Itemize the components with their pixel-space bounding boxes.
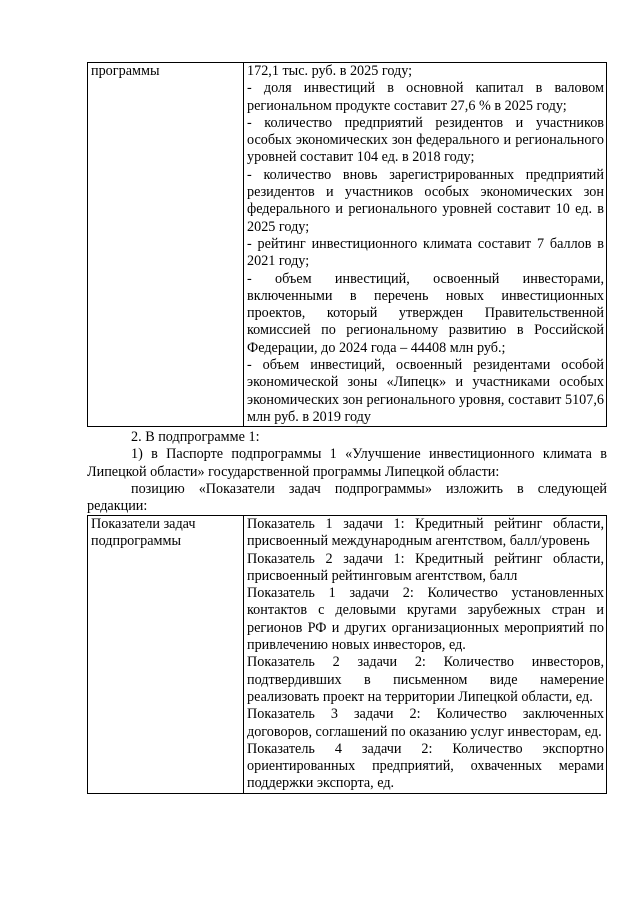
table-cell-content: [244, 516, 607, 794]
list-item: - количество предприятий резидентов и участников особых экономических зон федерального и регионального уровней составит 104 ед. в 2018 году;: [247, 114, 604, 166]
list-item: - рейтинг инвестиционного климата составит 7 баллов в 2021 году;: [247, 235, 604, 270]
task-indicators-table: [87, 515, 607, 794]
table-cell-content: [244, 63, 607, 427]
list-item: Показатель 2 задачи 2: Количество инвесторов, подтвердивших в письменном виде намерение реализовать проект на территории Липецкой области, ед.: [247, 654, 604, 705]
indicators-table-continued: [87, 62, 607, 427]
list-item: Показатель 4 задачи 2: Количество экспортно ориентированных предприятий, охваченных мерами поддержки экспорта, ед.: [247, 740, 604, 792]
paragraph: 1) в Паспорте подпрограммы 1 «Улучшение инвестиционного климата в Липецкой области» государственной программы Липецкой области:: [87, 446, 607, 480]
paragraph: позицию «Показатели задач подпрограммы» изложить в следующей редакции:: [87, 480, 607, 515]
list-item: Показатель 3 задачи 2: Количество заключенных договоров, соглашений по оказанию услуг инвесторам, ед.: [247, 706, 604, 740]
body-text: [87, 429, 607, 515]
list-item: Показатель 2 задачи 1: Кредитный рейтинг области, присвоенный рейтинговым агентством, балл: [247, 550, 604, 584]
list-item: - объем инвестиций, освоенный резидентами особой экономической зоны «Липецк» и участниками особых экономических зон регионального уровня, составит 5107,6 млн руб. в 2019 году: [247, 357, 604, 425]
table-row: [88, 63, 607, 427]
table-row: [88, 516, 607, 794]
list-item: 172,1 тыс. руб. в 2025 году;: [247, 63, 413, 79]
section-heading: 2. В подпрограмме 1:: [131, 429, 260, 445]
list-item: - доля инвестиций в основной капитал в валовом региональном продукте составит 27,6 % в 2025 году;: [247, 80, 604, 114]
list-item: - количество вновь зарегистрированных предприятий резидентов и участников особых экономических зон федерального и регионального уровней составит 10 ед. в 2025 году;: [247, 166, 604, 235]
list-item: - объем инвестиций, освоенный инвесторами, включенными в перечень новых инвестиционных проектов, который утвержден Правительственной комиссией по региональному развитию в Российской Федерации, до 2024 года – 44408 млн руб.;: [247, 270, 604, 356]
table-cell-label: программы: [88, 63, 244, 427]
list-item: Показатель 1 задачи 1: Кредитный рейтинг области, присвоенный международным агентством, балл/уровень: [247, 516, 604, 550]
table-cell-label: Показатели задач подпрограммы: [88, 516, 244, 794]
list-item: Показатель 1 задачи 2: Количество установленных контактов с деловыми кругами зарубежных стран и регионов РФ и других организационных мероприятий по привлечению новых инвесторов, ед.: [247, 585, 604, 654]
